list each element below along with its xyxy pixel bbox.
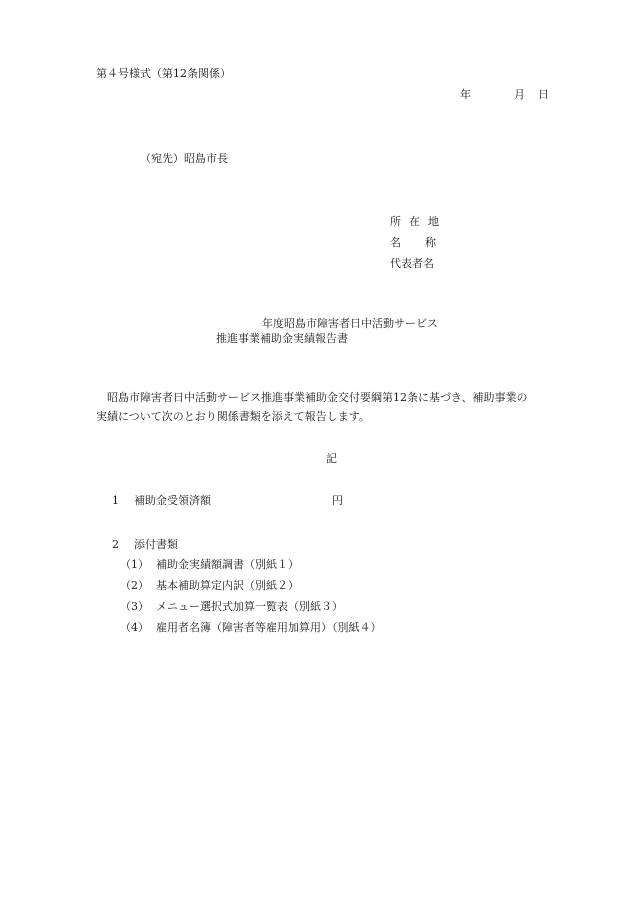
item2-number: 2	[112, 538, 119, 551]
list-item	[120, 579, 382, 600]
attachment-number: （2）	[120, 579, 149, 592]
attachment-number: （4）	[120, 621, 149, 634]
document-title-line1: 年度昭島市障害者日中活動サービス	[262, 317, 438, 330]
addressee: （宛先）昭島市長	[140, 152, 228, 165]
form-number: 第４号様式（第12条関係）	[96, 67, 231, 80]
body-paragraph	[96, 388, 576, 426]
list-item	[120, 558, 382, 579]
item1-label: 補助金受領済額	[134, 494, 211, 507]
attachment-text: 補助金実績額調書（別紙１）	[156, 558, 299, 571]
attachment-number: （3）	[120, 600, 149, 613]
list-item	[120, 600, 382, 621]
document-title-line2: 推進事業補助金実績報告書	[216, 332, 348, 345]
item-attachments-heading	[112, 538, 178, 552]
date-year-label: 年	[460, 88, 471, 101]
attachment-text: メニュー選択式加算一覧表（別紙３）	[156, 600, 343, 613]
list-item	[120, 621, 382, 642]
body-line1: 昭島市障害者日中活動サービス推進事業補助金交付要綱第12条に基づき、補助事業の	[107, 391, 528, 404]
ki-heading: 記	[326, 452, 337, 465]
applicant-block	[390, 215, 460, 278]
attachments-list	[120, 558, 382, 642]
item1-number: 1	[112, 494, 119, 507]
attachment-text: 基本補助算定内訳（別紙２）	[156, 579, 299, 592]
body-line2: 実績について次のとおり関係書類を添えて報告します。	[96, 410, 370, 423]
name-label: 名称	[390, 236, 460, 249]
date-month-label: 月	[514, 88, 525, 101]
date-line	[460, 88, 549, 102]
attachment-text: 雇用者名簿（障害者等雇用加算用）（別紙４）	[156, 621, 382, 634]
item-received-amount	[112, 494, 343, 508]
attachment-number: （1）	[120, 558, 149, 571]
address-label: 所在地	[390, 215, 447, 228]
representative-label: 代表者名	[390, 257, 434, 270]
item1-unit: 円	[332, 494, 343, 507]
item2-label: 添付書類	[134, 538, 178, 551]
date-day-label: 日	[538, 88, 549, 101]
